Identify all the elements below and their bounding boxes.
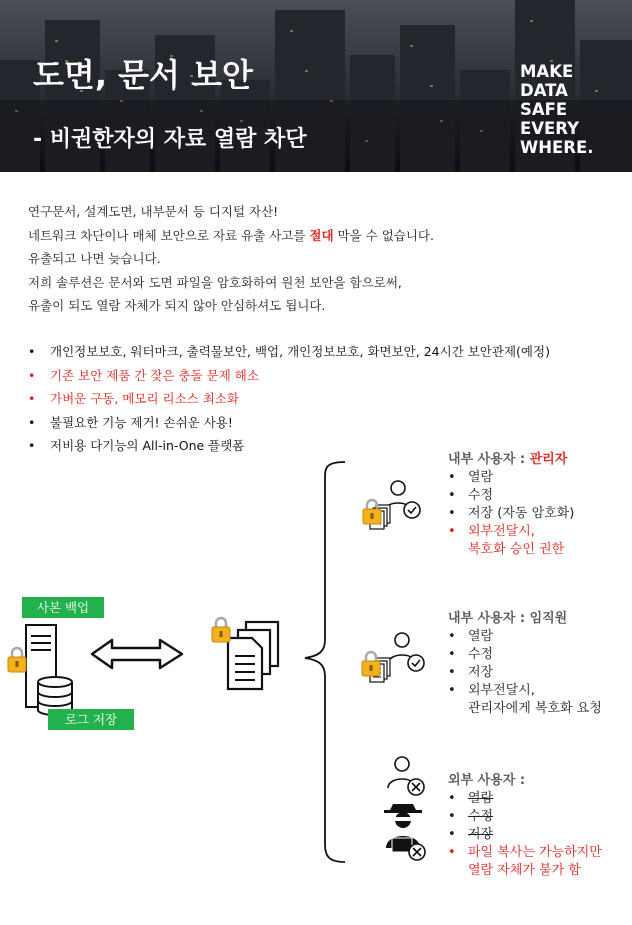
admin-permissions [448,451,574,559]
slogan-line: WHERE. [520,138,594,157]
permission-text: 저장 [468,665,494,680]
employee-permissions [448,610,602,718]
user-x-icon [388,757,424,795]
feature-text: 가벼운 구동, 메모리 리소스 최소화 [50,391,239,406]
lock-icon [8,648,26,672]
permission-item [448,523,574,559]
permission-item [448,469,574,487]
intro-text: 네트워크 차단이나 매체 보안으로 자료 유출 사고를 [28,227,310,243]
permission-text: 열람 [468,629,494,644]
permission-item [448,487,574,505]
permission-text: 저장 (자동 암호화) [468,506,575,521]
page-subtitle: - 비권한자의 자료 열람 차단 [33,127,307,152]
hacker-icon [384,804,425,860]
bullet-icon: • [448,524,456,539]
bullet-icon: • [28,414,36,430]
intro-text: 막을 수 없습니다. [333,227,434,243]
slogan-line: DATA [520,81,568,100]
emphasis-text: 절대 [309,227,334,243]
bullet-icon: • [448,488,456,503]
bullet-icon: • [448,683,456,698]
permission-item [448,844,602,880]
feature-text: 불필요한 기능 제거! 손쉬운 사용! [50,414,233,430]
permission-item [448,664,602,682]
intro-line: 유출이 되도 열람 자체가 되지 않아 안심하셔도 됩니다. [28,298,326,313]
permission-text: 열람 [468,791,494,806]
feature-text: 기존 보안 제품 간 잦은 충돌 문제 해소 [50,367,259,383]
permission-text: 파일 복사는 가능하지만 [468,845,602,860]
permission-text: 저장 [468,827,494,842]
permission-text: 수정 [468,488,494,503]
permission-text: 열람 자체가 불가 함 [468,863,581,878]
bullet-icon: • [448,629,456,644]
external-permissions [448,772,602,880]
permission-text: 열람 [468,470,494,485]
permission-text: 관리자에게 복호화 요청 [468,701,602,716]
slogan-line: EVERY [520,119,580,138]
documents-icon [228,622,278,689]
permission-item-denied [448,826,602,844]
lock-icon [212,618,230,642]
bullet-icon: • [448,506,456,521]
bullet-icon: • [448,845,456,860]
heading-text: 내부 사용자 : [448,452,530,467]
permission-item-denied [448,790,602,808]
page-title: 도면, 문서 보안 [33,56,253,94]
slogan-line: MAKE [520,62,574,81]
intro-line: 연구문서, 설계도면, 내부문서 등 디지털 자산! [28,204,279,219]
lock-icon [363,500,381,524]
feature-text: 개인정보보호, 워터마크, 출력물보안, 백업, 개인정보보호, 화면보안, 24시간 보안관제(예정) [50,344,550,359]
feature-text: 저비용 다기능의 All-in-One 플랫폼 [50,438,245,453]
log-tag: 로그 저장 [48,709,134,730]
backup-tag: 사본 백업 [22,597,104,618]
bullet-icon: • [28,367,36,383]
permission-text: 외부전달시, [468,683,535,698]
intro-line: 유출되고 나면 늦습니다. [28,251,161,266]
permission-item-denied [448,808,602,826]
bullet-icon: • [448,809,456,824]
user-check-icon [388,633,424,671]
bullet-icon: • [448,647,456,662]
section-heading: 내부 사용자 : 임직원 [448,611,568,626]
brace-icon [305,462,345,862]
permission-item [448,505,574,523]
permission-text: 수정 [468,809,494,824]
permission-item [448,628,602,646]
permission-text: 외부전달시, [468,524,535,539]
bullet-icon: • [28,438,36,453]
slogan-line: SAFE [520,100,568,119]
intro-line: 저희 솔루션은 문서와 도면 파일을 암호화하여 원천 보안을 함으로써, [28,274,402,290]
double-arrow-icon [92,640,182,668]
bullet-icon: • [448,827,456,842]
bullet-icon: • [448,791,456,806]
permission-text: 복호화 승인 권한 [468,542,565,557]
permission-item [448,682,602,718]
section-heading: 외부 사용자 : [448,773,526,788]
bullet-icon: • [28,344,36,359]
lock-icon [362,652,380,676]
permission-text: 수정 [468,647,494,662]
permission-item [448,646,602,664]
bullet-icon: • [448,470,456,485]
role-text: 관리자 [529,452,568,467]
bullet-icon: • [448,665,456,680]
section-heading [448,451,574,469]
bullet-icon: • [28,391,36,406]
